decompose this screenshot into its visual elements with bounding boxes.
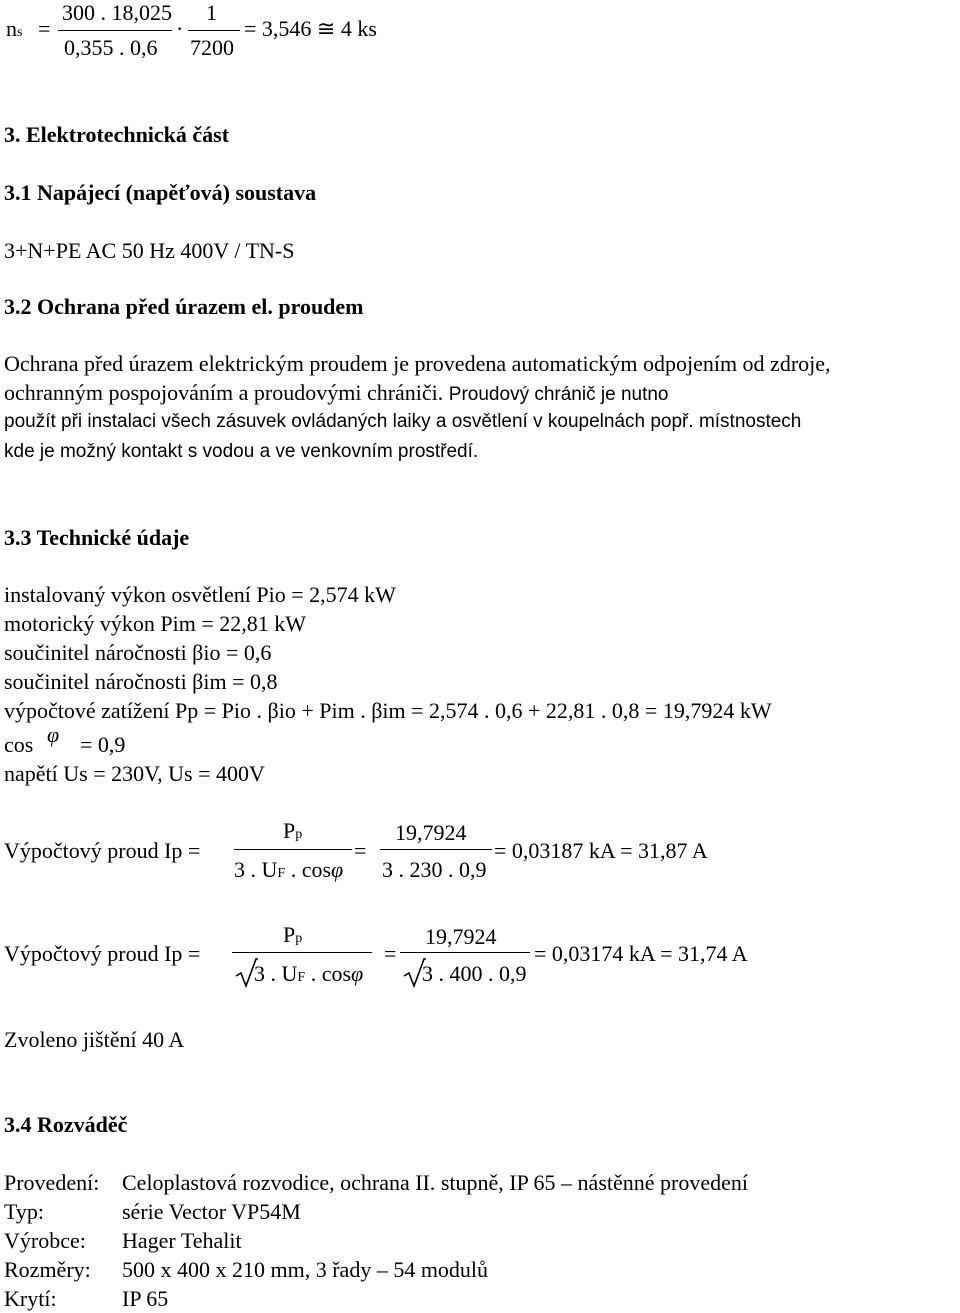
- protection-line-1: Ochrana před úrazem elektrickým proudem je provedena automatickým odpojením od zdroje,: [4, 351, 831, 376]
- spec-value-type: série Vector VP54M: [122, 1199, 301, 1224]
- spec-value-manufacturer: Hager Tehalit: [122, 1228, 242, 1253]
- ip1-num1: Pp: [283, 818, 303, 843]
- protection-line-2: [4, 382, 668, 404]
- ns-frac1-den: 0,355 . 0,6: [64, 35, 158, 60]
- protection-line-3: použít při instalaci všech zásuvek ovládaných laiky a osvětlení v koupelnách popř. místnostech: [4, 411, 802, 432]
- ip2-num2: 19,7924: [425, 924, 497, 949]
- spec-label-design: Provedení:: [4, 1170, 100, 1195]
- ip1-den2: 3 . 230 . 0,9: [382, 857, 487, 882]
- ip2-frac1-bar: [232, 952, 372, 953]
- ns-frac2-bar: [188, 30, 240, 31]
- tech-row-3: součinitel náročnosti βio = 0,6: [4, 640, 272, 665]
- spec-label-manufacturer: Výrobce:: [4, 1228, 86, 1253]
- ns-frac2-num: 1: [206, 0, 217, 25]
- cos-label: cos: [4, 732, 34, 757]
- ip2-label: Výpočtový proud Ip =: [4, 941, 201, 966]
- supply-system-text: 3+N+PE AC 50 Hz 400V / TN-S: [4, 238, 295, 263]
- ip1-result: = 0,03187 kA = 31,87 A: [494, 838, 708, 863]
- ip2-num1: Pp: [283, 922, 303, 947]
- ip2-frac2-bar: [400, 952, 530, 953]
- cos-phi-symbol: φ: [47, 722, 60, 747]
- spec-value-protection: IP 65: [122, 1286, 169, 1311]
- tech-row-2: motorický výkon Pim = 22,81 kW: [4, 611, 307, 636]
- spec-label-dimensions: Rozměry:: [4, 1257, 91, 1282]
- ip1-num2: 19,7924: [395, 820, 467, 845]
- ip1-frac1-bar: [234, 849, 352, 850]
- ip1-frac2-bar: [380, 849, 492, 850]
- section-3-2-title: 3.2 Ochrana před úrazem el. proudem: [4, 294, 364, 319]
- tech-row-1: instalovaný výkon osvětlení Pio = 2,574 kW: [4, 582, 396, 607]
- ns-frac1-num: 300 . 18,025: [62, 0, 172, 25]
- ns-eq: =: [38, 16, 51, 41]
- ip2-den2: 3 . 400 . 0,9: [422, 961, 527, 986]
- ip1-eq: =: [354, 838, 367, 863]
- tech-row-5: výpočtové zatížení Pp = Pio . βio + Pim . βim = 2,574 . 0,6 + 22,81 . 0,8 = 19,7924 kW: [4, 698, 772, 723]
- spec-label-type: Typ:: [4, 1199, 45, 1224]
- section-3-4-title: 3.4 Rozváděč: [4, 1112, 128, 1137]
- spec-value-dimensions: 500 x 400 x 210 mm, 3 řady – 54 modulů: [122, 1257, 489, 1282]
- ip1-label: Výpočtový proud Ip =: [4, 838, 201, 863]
- ip2-den1: 3 . UF . cosφ: [254, 961, 364, 986]
- section-3-1-title: 3.1 Napájecí (napěťová) soustava: [4, 180, 317, 205]
- ns-dot: ·: [176, 16, 184, 41]
- ns-frac2-den: 7200: [190, 35, 234, 60]
- ns-result: = 3,546 ≅ 4 ks: [244, 16, 377, 41]
- protection-line-2a: ochranným pospojováním a proudovými chrániči.: [4, 380, 444, 405]
- tech-row-4: součinitel náročnosti βim = 0,8: [4, 669, 278, 694]
- cos-value: = 0,9: [80, 732, 126, 757]
- section-3-title: 3. Elektrotechnická část: [4, 122, 230, 147]
- section-3-3-title: 3.3 Technické údaje: [4, 525, 190, 550]
- ip1-den1: 3 . UF . cosφ: [234, 857, 344, 882]
- spec-label-protection: Krytí:: [4, 1286, 57, 1311]
- protection-line-2b: Proudový chránič je nutno: [448, 384, 669, 405]
- ns-lhs: ns: [6, 16, 23, 41]
- ip2-eq: =: [384, 941, 397, 966]
- ns-frac1-bar: [58, 30, 172, 31]
- protection-line-4: kde je možný kontakt s vodou a ve venkovním prostředí.: [4, 441, 479, 462]
- fuse-text: Zvoleno jištění 40 A: [4, 1027, 185, 1052]
- ip2-result: = 0,03174 kA = 31,74 A: [534, 941, 748, 966]
- voltage-row: napětí Us = 230V, Us = 400V: [4, 761, 265, 786]
- spec-value-design: Celoplastová rozvodice, ochrana II. stupně, IP 65 – nástěnné provedení: [122, 1170, 748, 1195]
